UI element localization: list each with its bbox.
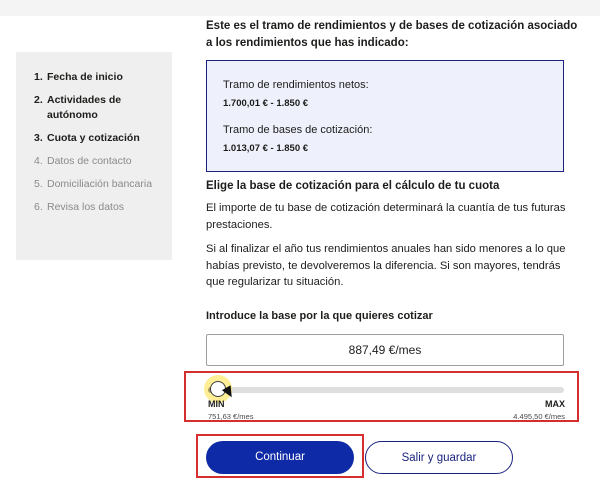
slider-max-label: MAX (545, 399, 565, 409)
top-bar (0, 0, 600, 16)
intro-text: Este es el tramo de rendimientos y de bases de cotización asociado a los rendimientos que has indicado: (206, 20, 578, 49)
step-label: Actividades de autónomo (47, 94, 122, 121)
slider-max-value: 4.495,50 €/mes (513, 412, 565, 421)
step-label: Cuota y cotización (47, 132, 140, 144)
step-number: 1. (34, 71, 43, 83)
step-label: Revisa los datos (47, 201, 125, 213)
step-datos-contacto (34, 154, 160, 169)
base-slider-track[interactable] (208, 387, 564, 393)
step-domiciliacion (34, 177, 160, 192)
step-revisa (34, 200, 160, 215)
base-input-label: Introduce la base por la que quieres cotizar (206, 310, 433, 322)
step-label: Datos de contacto (47, 155, 132, 167)
step-cuota[interactable] (34, 131, 160, 146)
step-fecha-inicio[interactable] (34, 70, 160, 85)
save-and-exit-button[interactable]: Salir y guardar (365, 441, 513, 474)
net-income-value: 1.700,01 € - 1.850 € (223, 98, 309, 109)
net-income-label: Tramo de rendimientos netos: (223, 79, 369, 91)
continue-button[interactable]: Continuar (206, 441, 354, 474)
base-range-value: 1.013,07 € - 1.850 € (223, 143, 309, 154)
slider-min-label: MIN (208, 399, 225, 409)
steps-sidebar (16, 52, 172, 260)
step-number: 6. (34, 201, 43, 213)
section-title: Elige la base de cotización para el cálculo de tu cuota (206, 180, 500, 192)
base-amount-input[interactable] (206, 334, 564, 366)
slider-min-value: 751,63 €/mes (208, 412, 254, 421)
step-number: 3. (34, 132, 43, 144)
slider-highlight-frame (184, 371, 579, 422)
base-range-label: Tramo de bases de cotización: (223, 124, 373, 136)
step-number: 5. (34, 178, 43, 190)
step-actividades[interactable] (34, 93, 160, 123)
tramo-info-box (206, 60, 564, 172)
step-number: 4. (34, 155, 43, 167)
step-label: Domiciliación bancaria (47, 178, 153, 190)
explanation-paragraph-1: El importe de tu base de cotización determinará la cuantía de tus futuras prestaciones. (206, 202, 566, 231)
step-label: Fecha de inicio (47, 71, 123, 83)
step-number: 2. (34, 94, 43, 106)
explanation-paragraph-2: Si al finalizar el año tus rendimientos anuales han sido menores a lo que habías previsto, te devolveremos la diferencia. Si son mayores, tendrás que regularizar tu situación. (206, 243, 566, 288)
